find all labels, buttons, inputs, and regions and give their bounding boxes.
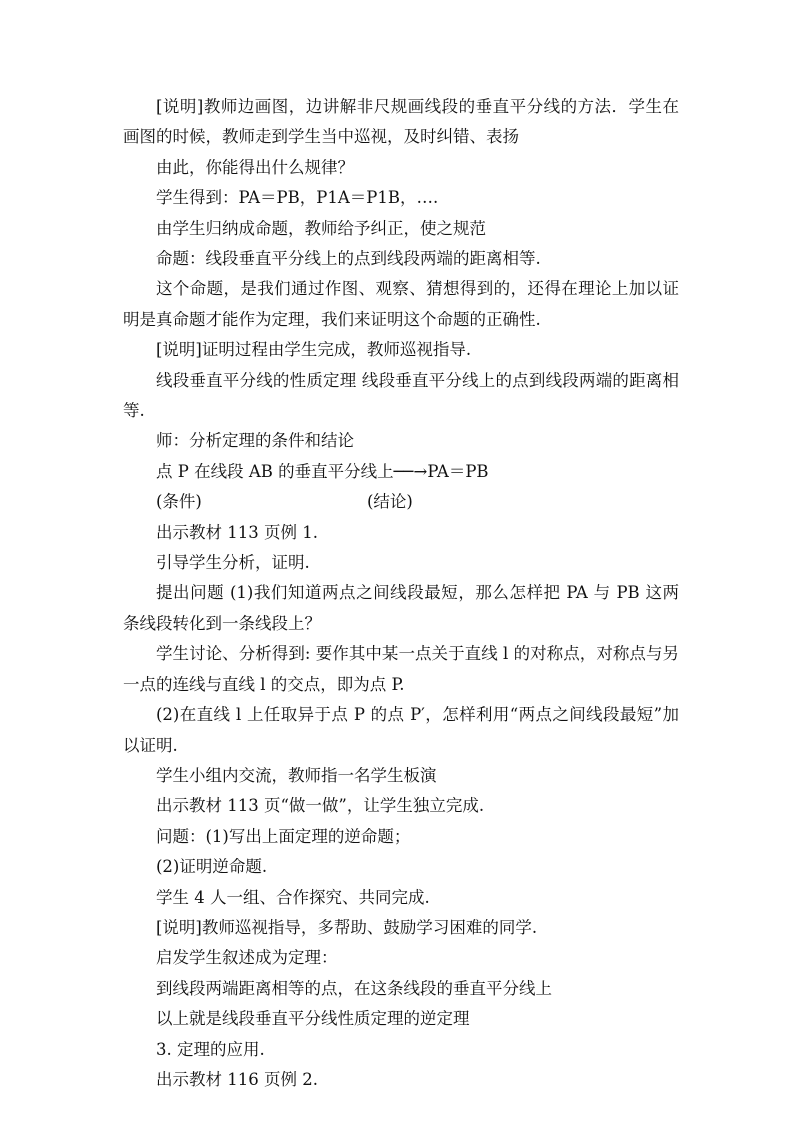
conclusion-label: (结论) xyxy=(367,492,413,512)
paragraph-example-2: 出示教材 116 页例 2. xyxy=(156,1069,318,1089)
paragraph-implication: 点 P 在线段 AB 的垂直平分线上──→PA＝PB xyxy=(156,461,489,481)
paragraph-summarize: 由学生归纳成命题，教师给予纠正，使之规范 xyxy=(156,218,486,238)
paragraph-theorem: 线段垂直平分线的性质定理 线段垂直平分线上的点到线段两端的距离相等. xyxy=(123,370,679,421)
paragraph-application-heading: 3. 定理的应用. xyxy=(156,1039,265,1059)
paragraph-converse-q2: (2)证明逆命题. xyxy=(156,857,268,877)
paragraph-question-2: (2)在直线 l 上任取异于点 P 的点 P′，怎样利用“两点之间线段最短”加以证明. xyxy=(123,705,679,755)
paragraph-note-proof: [说明]证明过程由学生完成，教师巡视指导. xyxy=(156,340,472,360)
paragraph-guide: 引导学生分析，证明. xyxy=(156,553,310,573)
paragraph-question-rule: 由此，你能得出什么规律？ xyxy=(156,157,354,177)
condition-label: (条件) xyxy=(156,492,202,512)
paragraph-do-it: 出示教材 113 页“做一做”，让学生独立完成. xyxy=(156,796,485,816)
paragraph-group-exchange: 学生小组内交流，教师指一名学生板演 xyxy=(156,765,437,785)
paragraph-inspire: 启发学生叙述成为定理： xyxy=(156,948,338,968)
paragraph-discussion: 学生讨论、分析得到: 要作其中某一点关于直线 l 的对称点，对称点与另一点的连线与直线 l 的交点，即为点 P. xyxy=(123,644,679,694)
paragraph-converse-summary: 以上就是线段垂直平分线性质定理的逆定理 xyxy=(156,1009,470,1029)
paragraph-proposition: 命题：线段垂直平分线上的点到线段两端的距离相等. xyxy=(156,249,541,269)
condition-conclusion-row xyxy=(123,487,679,517)
paragraph-note-drawing: [说明]教师边画图，边讲解非尺规画线段的垂直平分线的方法．学生在画图的时候，教师走到学生当中巡视，及时纠错、表扬 xyxy=(123,97,679,147)
paragraph-example-1: 出示教材 113 页例 1. xyxy=(156,522,318,542)
paragraph-student-result: 学生得到：PA＝PB，P1A＝P1B，…. xyxy=(156,188,439,208)
paragraph-note-help: [说明]教师巡视指导，多帮助、鼓励学习困难的同学. xyxy=(156,917,538,937)
paragraph-prove-intro: 这个命题，是我们通过作图、观察、猜想得到的，还得在理论上加以证明是真命题才能作为定理，我们来证明这个命题的正确性. xyxy=(123,279,679,329)
document-page xyxy=(123,92,679,1095)
paragraph-group-work: 学生 4 人一组、合作探究、共同完成. xyxy=(156,887,430,907)
paragraph-converse-q1: 问题：(1)写出上面定理的逆命题； xyxy=(156,826,411,846)
paragraph-converse-theorem: 到线段两端距离相等的点，在这条线段的垂直平分线上 xyxy=(156,978,552,998)
paragraph-teacher-analysis: 师：分析定理的条件和结论 xyxy=(156,431,354,451)
paragraph-question-1: 提出问题 (1)我们知道两点之间线段最短，那么怎样把 PA 与 PB 这两条线段转化到一条线段上？ xyxy=(123,583,679,633)
